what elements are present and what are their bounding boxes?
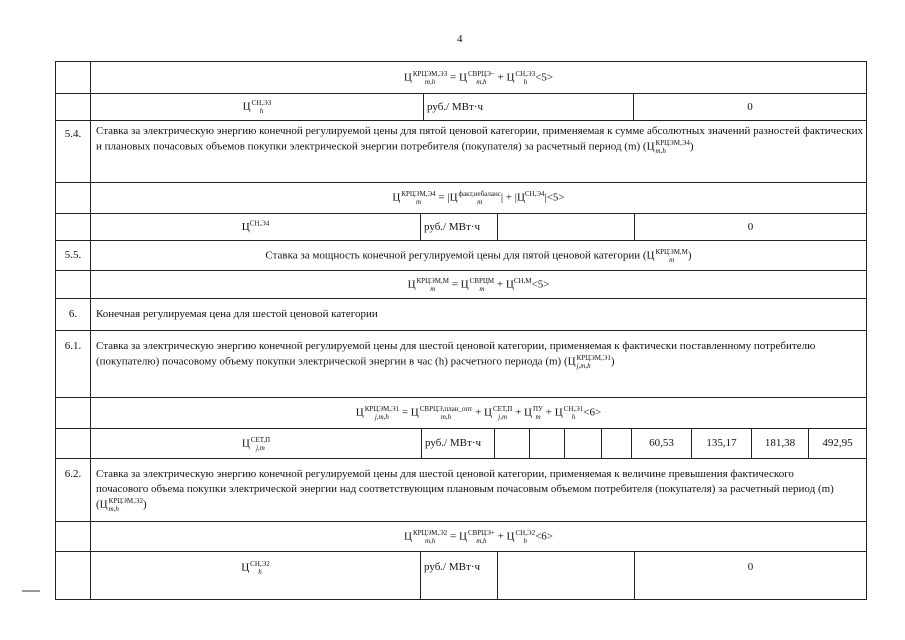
blank-cell bbox=[565, 429, 602, 459]
section-text-5-5: Ставка за мощность конечной регулируемой цены для пятой ценовой категории (Ц КРЦЭМ,М m ) bbox=[91, 241, 867, 271]
num-cell-empty bbox=[56, 398, 91, 429]
symbol-cell: $Ц^{СН,Э4}$ bbox=[91, 214, 421, 241]
unit-cell: руб./ МВт·ч bbox=[422, 429, 495, 459]
value-cell: 0 bbox=[635, 214, 867, 241]
formula-e4: Ц КРЦЭМ,Э4 m = |Ц факт,небаланс m | + $|Ц^{СН,Э4}|<5>$ bbox=[392, 189, 565, 206]
unit-cell: руб./ МВт·ч bbox=[424, 94, 634, 121]
num-cell-empty bbox=[56, 429, 91, 459]
section-text-6: Конечная регулируемая цена для шестой ценовой категории bbox=[91, 299, 867, 331]
formula-e2: Ц КРЦЭМ,Э2 m,h = Ц СВРЦЭ+ m,h + Ц СН,Э2 h <6> bbox=[403, 528, 554, 545]
unit-cell: руб./ МВт·ч bbox=[421, 552, 498, 600]
section-number-5-5: 5.5. bbox=[56, 241, 91, 271]
section-number-5-4: 5.4. bbox=[56, 121, 91, 183]
formula-row-ez bbox=[91, 62, 867, 94]
formula-row-m bbox=[91, 271, 867, 299]
symbol-cell: Ц СН,Э2 h bbox=[91, 552, 421, 600]
formula-m: Ц КРЦЭМ,М m = Ц СВРЦМ m + $Ц^{СН,М}<5>$ bbox=[407, 276, 550, 293]
num-cell-empty bbox=[56, 522, 91, 552]
num-cell-empty bbox=[56, 94, 91, 121]
value-cell: 0 bbox=[635, 552, 867, 600]
formula-ez: Ц КРЦЭМ,ЭЗ m,h = Ц СВРЦЭ− m,h + Ц СН,ЭЗ h <5> bbox=[403, 69, 554, 86]
page-number: 4 bbox=[457, 33, 463, 45]
blank-cell bbox=[530, 429, 565, 459]
value-cell-1: 60,53 bbox=[632, 429, 692, 459]
symbol-cell: Ц СЕТ,П j,m bbox=[91, 429, 422, 459]
num-cell-empty bbox=[56, 271, 91, 299]
num-cell-empty bbox=[56, 552, 91, 600]
scan-artifact-mark bbox=[22, 590, 40, 592]
blank-cell bbox=[498, 214, 635, 241]
num-cell-empty bbox=[56, 214, 91, 241]
section-number-6-1: 6.1. bbox=[56, 331, 91, 398]
tariff-table bbox=[55, 61, 867, 600]
num-cell-empty bbox=[56, 183, 91, 214]
value-cell: 0 bbox=[634, 94, 867, 121]
section-text-6-1: Ставка за электрическую энергию конечной регулируемой цены для шестой ценовой категории, применяемая к фактически поставленному потребителю (покупателю) почасовому объему покупки электрической энергии в час (h) расчетного периода (m) (Ц КРЦЭМ,Э1 j,m,h ) bbox=[91, 331, 867, 398]
blank-cell bbox=[495, 429, 530, 459]
section-text-5-4: Ставка за электрическую энергию конечной регулируемой цены для пятой ценовой категории, применяемая к сумме абсолютных значений разностей фактических и плановых почасовых объемов покупки электрической энергии потребителя (покупателя) за расчетный период (m) (Ц КРЦЭМ,Э4 m,h ) bbox=[91, 121, 867, 183]
section-number-6-2: 6.2. bbox=[56, 459, 91, 522]
value-cell-2: 135,17 bbox=[692, 429, 752, 459]
section-text-6-2: Ставка за электрическую энергию конечной регулируемой цены для шестой ценовой категории, применяемая к величине превышения фактического почасового объема покупки электрической энергии над соответствующим плановым почасовым объемом потребителя (покупателя) за расчетный период (m) (Ц КРЦЭМ,Э2 m,h ) bbox=[91, 459, 867, 522]
section-number-6: 6. bbox=[56, 299, 91, 331]
num-cell-empty bbox=[56, 62, 91, 94]
symbol-cell: Ц СН,ЭЗ h bbox=[91, 94, 424, 121]
formula-e1: Ц КРЦЭМ,Э1 j,m,h = Ц СВРЦЭ,план_опт m,h + Ц СЕТ,П j,m + Ц ПУ m + Ц СН,Э1 h <6> bbox=[355, 405, 602, 421]
blank-cell bbox=[498, 552, 635, 600]
formula-row-e1 bbox=[91, 398, 867, 429]
value-cell-3: 181,38 bbox=[752, 429, 809, 459]
unit-cell: руб./ МВт·ч bbox=[421, 214, 498, 241]
blank-cell bbox=[602, 429, 632, 459]
formula-row-e4 bbox=[91, 183, 867, 214]
value-cell-4: 492,95 bbox=[809, 429, 867, 459]
formula-row-e2 bbox=[91, 522, 867, 552]
